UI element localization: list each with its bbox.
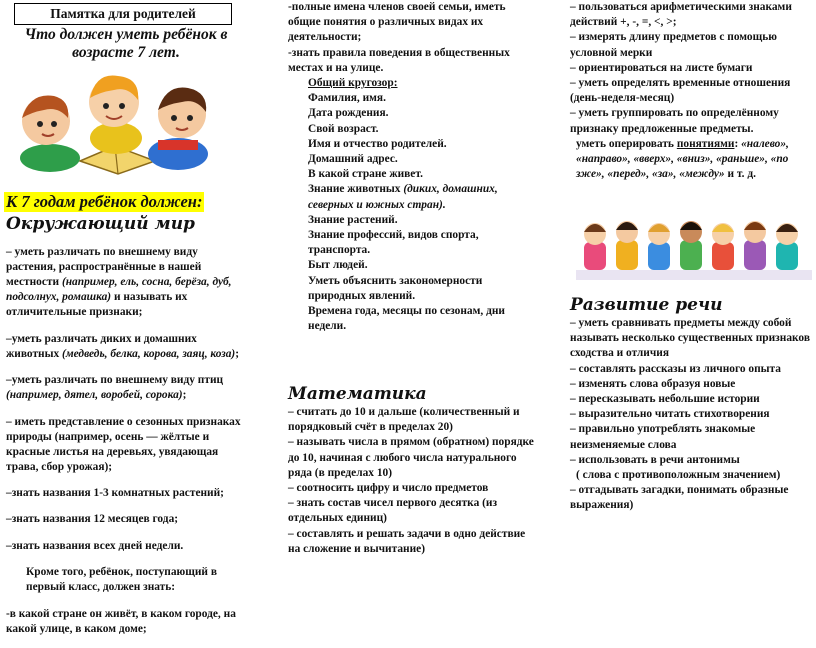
speech-section xyxy=(570,294,814,514)
world-list xyxy=(6,234,246,648)
list-item: – считать до 10 и дальше (количественный и порядковый счёт в пределах 20) xyxy=(288,406,520,434)
list-item: – знать состав чисел первого десятка (из отдельных единиц) xyxy=(288,497,498,525)
outlook-title: Общий кругозор: xyxy=(308,77,398,90)
section-title-math: Математика xyxy=(288,384,427,404)
outlook-item: В какой стране живет. xyxy=(308,168,423,181)
list-item: – ориентироваться на листе бумаги xyxy=(570,61,753,74)
outlook-item: Уметь объяснить закономерности природных явлений. xyxy=(308,274,483,302)
subtitle-line2: возрасте 7 лет. xyxy=(72,44,180,61)
outlook-item: Дата рождения. xyxy=(308,107,389,120)
outlook-item: Домашний адрес. xyxy=(308,153,398,166)
list-item: – соотносить цифру и число предметов xyxy=(288,482,489,495)
list-item: -полные имена членов своей семьи, иметь общие понятия о различных видах их деятельности; xyxy=(288,1,506,44)
list-item: -в какой стране он живёт, в каком городе, на какой улице, в каком доме; xyxy=(6,607,236,635)
list-item: – иметь представление о сезонных признаках природы (например, осень — жёлтые и красные листья на деревьях, увядающая трава, сбор урожая); xyxy=(6,415,241,473)
list-item: – измерять длину предметов с помощью условной мерки xyxy=(570,31,777,59)
list-item: – использовать в речи антонимы xyxy=(570,453,740,466)
section-title-world: Окружающий мир xyxy=(6,214,195,234)
outlook-item: Времена года, месяцы по сезонам, дни недели. xyxy=(308,305,505,333)
children-reading-illustration xyxy=(10,66,220,176)
age-heading: К 7 годам ребёнок должен: xyxy=(6,192,203,211)
middle-column xyxy=(288,0,536,334)
list-item: – уметь различать по внешнему виду растения, распространённые в нашей местности (например, ель, сосна, берёза, дуб, подсолнух, ромашка) и называть их отличительные признаки; xyxy=(6,246,232,319)
outlook-item: Свой возраст. xyxy=(308,122,379,135)
subtitle-line1: Что должен уметь ребёнок в xyxy=(24,26,228,43)
list-item: –уметь различать по внешнему виду птиц (например, дятел, воробей, сорока); xyxy=(6,374,224,402)
list-item: – составлять и решать задачи в одно действие на сложение и вычитание) xyxy=(288,527,526,555)
list-item: – уметь определять временные отношения (день-неделя-месяц) xyxy=(570,77,791,105)
children-row-illustration xyxy=(576,212,812,282)
list-item: –знать названия 12 месяцев года; xyxy=(6,513,179,526)
outlook-item: Имя и отчество родителей. xyxy=(308,137,447,150)
list-item: – отгадывать загадки, понимать образные выражения) xyxy=(570,484,789,512)
child-figure-4 xyxy=(680,221,702,270)
math-section xyxy=(288,383,538,557)
list-item: ( слова с противоположным значением) xyxy=(576,469,781,482)
child-figure-7 xyxy=(776,223,798,270)
list-item: – правильно употреблять знакомые неизменяемые слова xyxy=(570,423,756,451)
outlook-item: Знание профессий, видов спорта, транспорта. xyxy=(308,229,479,257)
outlook-item: Фамилия, имя. xyxy=(308,92,386,105)
list-item: –знать названия 1-3 комнатных растений; xyxy=(6,486,224,499)
outlook-item: Быт людей. xyxy=(308,259,368,272)
child-figure-1 xyxy=(584,223,606,270)
list-item: – уметь группировать по определённому признаку предложенные предметы. xyxy=(570,107,779,135)
child-figure-5 xyxy=(712,223,734,270)
list-item: –уметь различать диких и домашних животных (медведь, белка, корова, заяц, коза); xyxy=(6,332,239,360)
list-item: – выразительно читать стихотворения xyxy=(570,408,770,421)
child-figure-2 xyxy=(616,221,638,270)
right-column xyxy=(570,0,812,182)
child-figure-6 xyxy=(744,221,766,270)
outlook-item: Знание животных (диких, домашних, северных и южных стран). xyxy=(308,183,498,211)
list-item: – пересказывать небольшие истории xyxy=(570,393,760,406)
list-item: – составлять рассказы из личного опыта xyxy=(570,362,781,375)
section-title-speech: Развитие речи xyxy=(570,295,723,315)
leaflet-subtitle xyxy=(8,26,244,62)
leaflet-title: Памятка для родителей xyxy=(14,3,232,25)
concepts-item: уметь оперировать понятиями: «налево», «направо», «вверх», «вниз», «раньше», «по зже», «перед», «за», «между» и т. д. xyxy=(576,137,789,181)
list-item: – уметь сравнивать предметы между собой называть несколько существенных признаков сходства и отличия xyxy=(570,317,810,360)
outlook-item: Знание растений. xyxy=(308,213,398,226)
list-item: Кроме того, ребёнок, поступающий в первый класс, должен знать: xyxy=(26,566,217,594)
list-item: – пользоваться арифметическими знаками действий +, -, =, <, >; xyxy=(570,1,792,29)
list-item: –знать названия всех дней недели. xyxy=(6,539,184,552)
list-item: – изменять слова образуя новые xyxy=(570,377,736,390)
list-item: – называть числа в прямом (обратном) порядке до 10, начиная с любого числа натурального ряда (в пределах 10) xyxy=(288,436,534,479)
child-figure-3 xyxy=(648,223,670,270)
list-item: -знать правила поведения в общественных местах и на улице. xyxy=(288,46,510,74)
